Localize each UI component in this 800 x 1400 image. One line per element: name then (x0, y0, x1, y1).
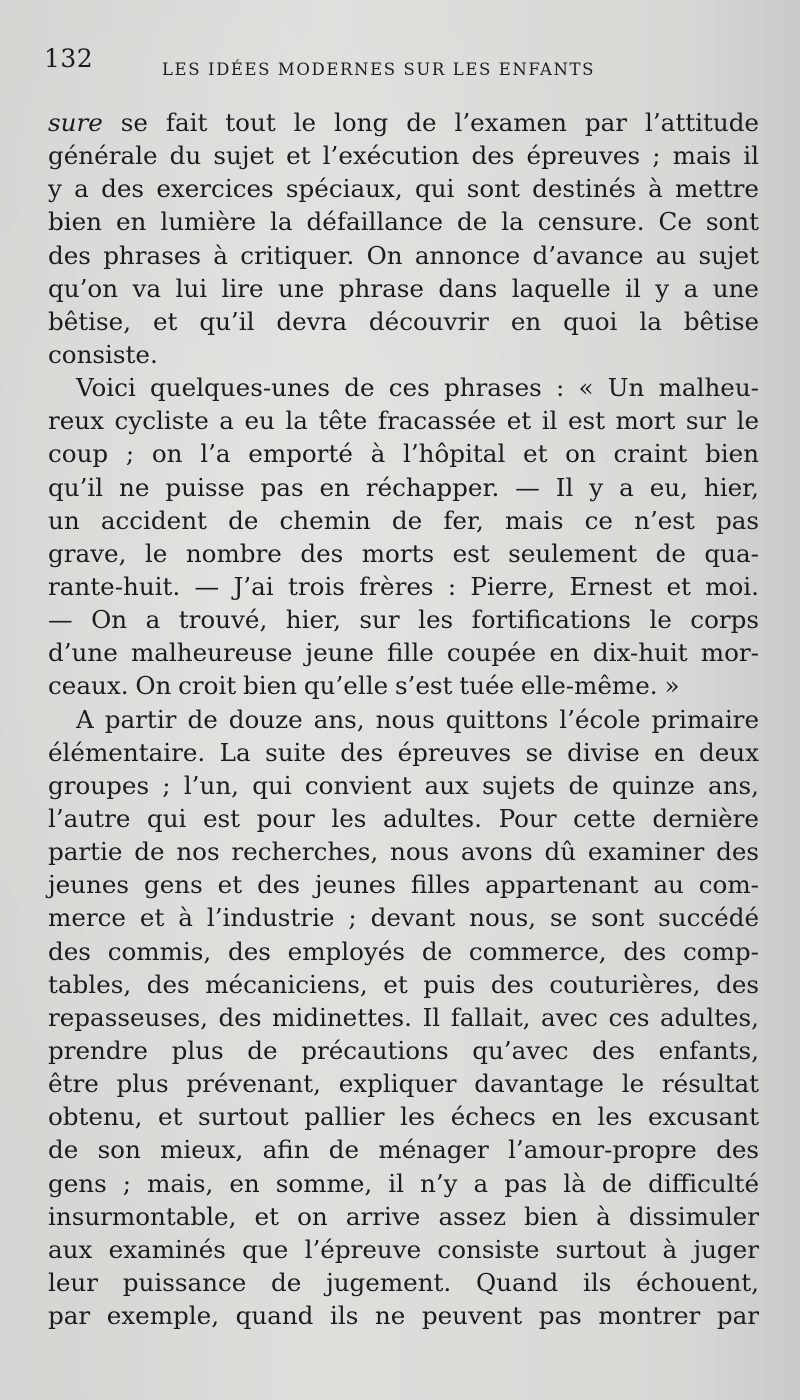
text-line: tables, des mécaniciens, et puis des couturières, des (48, 969, 759, 999)
text-line (48, 106, 759, 139)
text-line: des commis, des employés de commerce, des comp- (48, 936, 759, 966)
text-line: générale du sujet et l’exécution des épreuves ; mais il (48, 141, 759, 171)
text-line: leur puissance de jugement. Quand ils échouent, (48, 1267, 759, 1297)
text-line: y a des exercices spéciaux, qui sont destinés à mettre (48, 174, 759, 204)
text-line: bien en lumière la défaillance de la censure. Ce sont (48, 207, 759, 237)
text-line: qu’il ne puisse pas en réchapper. — Il y a eu, hier, (48, 472, 759, 502)
text-line: des phrases à critiquer. On annonce d’avance au sujet (48, 240, 759, 270)
text-line: A partir de douze ans, nous quittons l’école primaire (76, 704, 759, 734)
italic-word: sure (48, 108, 103, 137)
text-line: obtenu, et surtout pallier les échecs en les excusant (48, 1102, 759, 1132)
text-line: prendre plus de précautions qu’avec des enfants, (48, 1035, 759, 1065)
text-line: par exemple, quand ils ne peuvent pas montrer par (48, 1301, 759, 1331)
text-line: jeunes gens et des jeunes filles appartenant au com- (48, 870, 759, 900)
text-line: coup ; on l’a emporté à l’hôpital et on craint bien (48, 439, 759, 469)
text-line: de son mieux, afin de ménager l’amour-propre des (48, 1135, 759, 1165)
text-line: bêtise, et qu’il devra découvrir en quoi la bêtise (48, 306, 759, 336)
text-line: gens ; mais, en somme, il n’y a pas là de difficulté (48, 1168, 759, 1198)
text-line: être plus prévenant, expliquer davantage le résultat (48, 1069, 759, 1099)
running-head: LES IDÉES MODERNES SUR LES ENFANTS (162, 60, 596, 79)
text-line: qu’on va lui lire une phrase dans laquelle il y a une (48, 273, 759, 303)
text-line: l’autre qui est pour les adultes. Pour cette dernière (48, 803, 759, 833)
text-line: un accident de chemin de fer, mais ce n’est pas (48, 505, 759, 535)
text-line: groupes ; l’un, qui convient aux sujets de quinze ans, (48, 770, 759, 800)
text-line: consiste. (48, 339, 158, 369)
text-line: Voici quelques-unes de ces phrases : « Un malheu- (76, 373, 759, 403)
text-line: d’une malheureuse jeune fille coupée en dix-huit mor- (48, 638, 759, 668)
text-line: insurmontable, et on arrive assez bien à dissimuler (48, 1201, 759, 1231)
text-line-rest: se fait tout le long de l’examen par l’attitude (102, 108, 759, 137)
text-line: reux cycliste a eu la tête fracassée et il est mort sur le (48, 406, 759, 436)
page-number: 132 (44, 44, 94, 73)
text-line: rante-huit. — J’ai trois frères : Pierre, Ernest et moi. (48, 571, 759, 601)
text-line: partie de nos recherches, nous avons dû examiner des (48, 837, 759, 867)
body-text (48, 106, 759, 1332)
text-line: aux examinés que l’épreuve consiste surtout à juger (48, 1234, 759, 1264)
text-line: grave, le nombre des morts est seulement de qua- (48, 538, 759, 568)
text-line: ceaux. On croit bien qu’elle s’est tuée elle-même. » (48, 671, 680, 701)
text-line: merce et à l’industrie ; devant nous, se sont succédé (48, 903, 759, 933)
page-header (44, 44, 764, 84)
text-line: élémentaire. La suite des épreuves se divise en deux (48, 737, 759, 767)
text-line: — On a trouvé, hier, sur les fortifications le corps (48, 605, 759, 635)
text-line: repasseuses, des midinettes. Il fallait, avec ces adultes, (48, 1002, 759, 1032)
